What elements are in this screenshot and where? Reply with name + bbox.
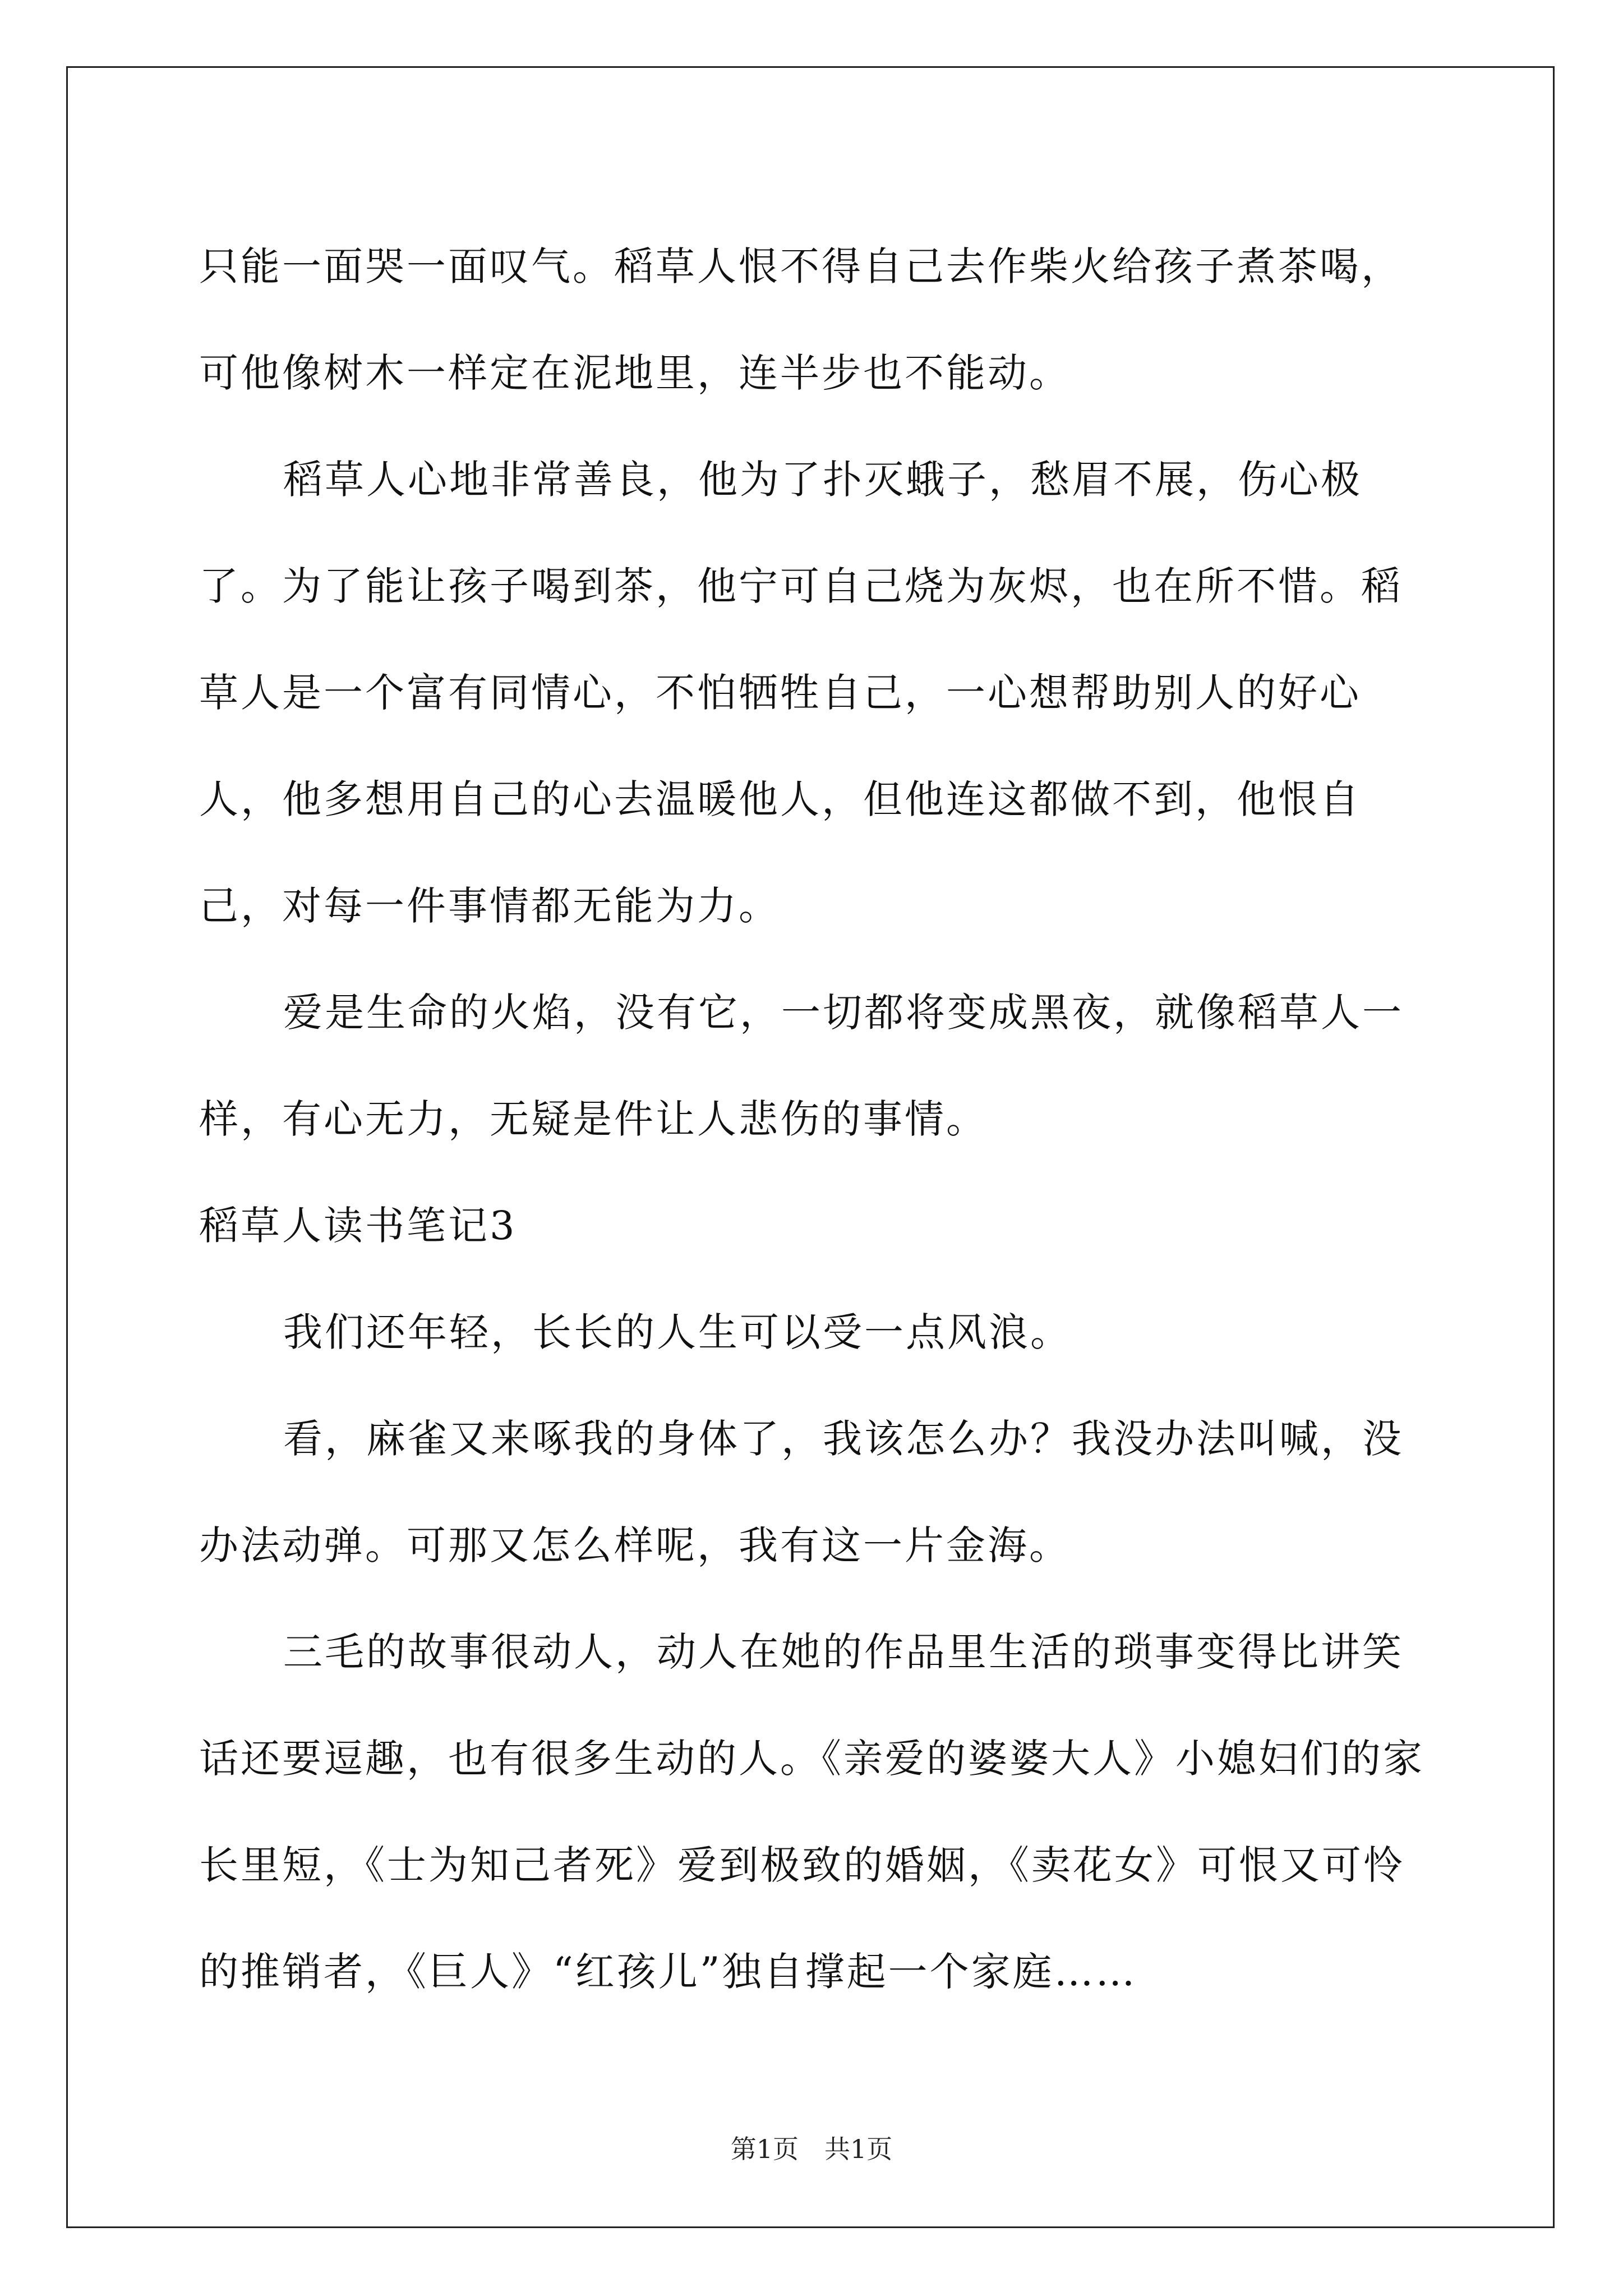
document-body — [199, 213, 1433, 2025]
section-heading: 稻草人读书笔记3 — [199, 1203, 517, 1249]
paragraph-1: 只能一面哭一面叹气。稻草人恨不得自己去作柴火给孩子煮茶喝，可他像树木一样定在泥地里，连半步也不能动。 — [199, 243, 1403, 396]
section-paragraph-1: 我们还年轻，长长的人生可以受一点风浪。 — [283, 1309, 1072, 1355]
page-number-footer: 第1页 共1页 — [730, 2134, 893, 2164]
paragraph-2: 稻草人心地非常善良，他为了扑灭蛾子，愁眉不展，伤心极了。为了能让孩子喝到茶，他宁可自己烧为灰烬，也在所不惜。稻草人是一个富有同情心，不怕牺牲自己，一心想帮助别人的好心人，他多想用自己的心去温暖他人，但他连这都做不到，他恨自己，对每一件事情都无能为力。 — [199, 457, 1403, 929]
section-paragraph-2: 看，麻雀又来啄我的身体了，我该怎么办？我没办法叫喊，没办法动弹。可那又怎么样呢，我有这一片金海。 — [199, 1416, 1404, 1568]
section-paragraph-3: 三毛的故事很动人，动人在她的作品里生活的琐事变得比讲笑话还要逗趣，也有很多生动的人。《亲爱的婆婆大人》小媳妇们的家长里短，《士为知己者死》爱到极致的婚姻，《卖花女》可恨又可怜的推销者，《巨人》“红孩儿”独自撑起一个家庭…… — [199, 1629, 1424, 1995]
paragraph-3: 爱是生命的火焰，没有它，一切都将变成黑夜，就像稻草人一样，有心无力，无疑是件让人悲伤的事情。 — [199, 990, 1404, 1142]
